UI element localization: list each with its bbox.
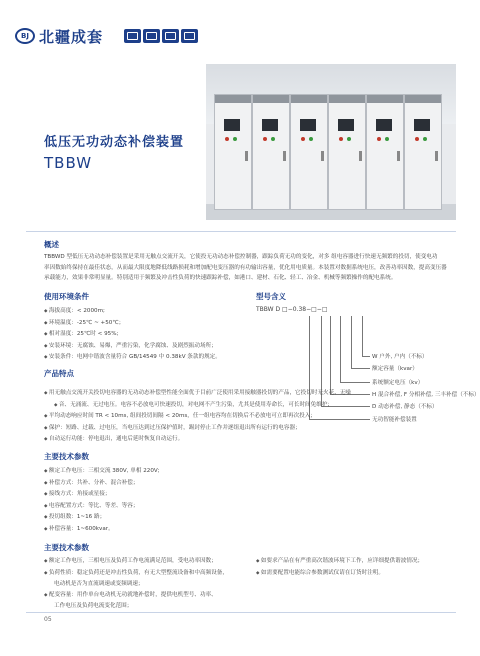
- page-number: 05: [44, 616, 52, 623]
- list-item: ◆ 负荷性质：稳定负荷还是冲击性负荷，有无大型整流设备和中高频设备，: [44, 568, 228, 580]
- list-item: ◆ 如需要配置电能综合参数测试仪请在订货时注明。: [256, 568, 423, 580]
- model-legend-item: W 户外, 户内（不标）: [372, 354, 428, 360]
- list-item: ◆ 用无触点交流开关投切电容器的无功动态补偿型性能全面优于目前广泛使用采用接触器投切的产品，它投切时无火花、无噪: [44, 388, 351, 400]
- main-params-heading-2: 主要技术参数: [44, 543, 89, 552]
- overview-text: [44, 252, 459, 284]
- quality-icon: [162, 29, 179, 43]
- list-item: ◆ 安装环境：无腐蚀、易爆，严重污染，化学腐蚀、及剧烈振动场所；: [44, 341, 221, 353]
- cert-icon: [124, 29, 141, 43]
- section-divider: [26, 231, 456, 232]
- main-params-list: [44, 466, 160, 535]
- list-item: ◆ 平均动态响应时间 TR < 10ms, 组间投切间隔 < 20ms，任一组电容均在切换后不必放电可立即再次投入；: [44, 411, 351, 423]
- main-params-left-list: [44, 556, 228, 612]
- list-item: ◆ 接线方式：角接或星接；: [44, 489, 160, 501]
- model-meaning-heading: 型号含义: [256, 292, 286, 301]
- model-code: TBBW D □−0.38−□−□: [256, 306, 328, 313]
- list-item-continued: [44, 400, 351, 412]
- model-legend-item: 系统额定电压（kv）: [372, 380, 424, 386]
- list-item-text: 音、无涌流、无过电压。电容不必放电可快速投切，对电网不产生污染，尤其是使用寿命长，可长时间免维护；: [58, 401, 334, 408]
- features-list: [44, 388, 351, 446]
- overview-heading: 概述: [44, 240, 59, 249]
- model-legend-item: 额定容量（kvar）: [372, 366, 418, 372]
- list-item: ◆ 自动运行功能：停电退出，通电后延时恢复自动运行。: [44, 434, 351, 446]
- list-item: ◆ 配变容量：用作单台电动机无功就地补偿时，提供电机型号、功率、: [44, 590, 228, 602]
- main-params-right-list: [256, 556, 423, 579]
- environment-heading: 使用环境条件: [44, 292, 89, 301]
- list-item: ◆ 环境温度：-25℃ ~ +50℃；: [44, 318, 221, 330]
- product-title: 低压无功动态补偿装置: [44, 135, 185, 150]
- overview-line: 率因数始终保持在最佳状态，从而最大限度地降低线路损耗和增加配电变压器的有功输出容量，优化用电质量。本装置对数据系统电压，改善功率因数，提高变压器: [44, 264, 447, 271]
- overview-line: 承载能力，效果非常明显量。特别适用于频繁及冲击性负荷的快速跟踪补偿，如港口、建材、石化、轻工、冶金、机械等频繁操作的配电系统。: [44, 275, 397, 281]
- list-item: ◆ 额定工作电压：三相交流 380V, 单相 220V;: [44, 466, 160, 478]
- model-legend-item: H 混合补偿, F 分相补偿, 三丰补偿（不标）: [372, 392, 480, 398]
- ce-icon: [143, 29, 160, 43]
- product-photo: [206, 64, 456, 220]
- overview-line: TBBWD 型低压无功动态补偿装置是采用无触点交流开关，它使投无功动态补偿控制器，跟踪负荷无功的变化，对多 组电容器进行快速无频繁的投切，使变电功: [44, 254, 438, 260]
- list-item: ◆ 相对湿度：25℃时 < 95%;: [44, 329, 221, 341]
- list-item: ◆ 保护：短路、过载、过电压，当电压达到过压保护值时，踢封停止工作并逐组退出所有运行的电容器；: [44, 423, 351, 435]
- list-item: ◆ 投切组数：1~16 路；: [44, 512, 160, 524]
- brand-name: 北疆成套: [39, 28, 104, 46]
- list-item: ◆ 如要求产品在有严重高次谐波环境下工作，应详细提供谐波情况；: [256, 556, 423, 568]
- model-legend-item: 无功智能补偿装置: [372, 417, 417, 423]
- list-item-continued: 工作电压及负荷电流变化范围；: [54, 603, 133, 609]
- list-item: ◆ 补偿方式：共补、分补、混合补偿；: [44, 478, 160, 490]
- environment-list: [44, 306, 221, 364]
- list-item: ◆ 额定工作电压，三相电压及负荷工作电流满足范围，受电功率因数；: [44, 556, 228, 568]
- main-params-heading: 主要技术参数: [44, 452, 89, 461]
- list-item: ◆ 补偿容量：1~600kvar。: [44, 524, 160, 536]
- list-item: ◆ 电容配置方式：等比、等差、等容；: [44, 501, 160, 513]
- list-item: ◆ 海拔高度：< 2000m;: [44, 306, 221, 318]
- model-legend-item: D 动态补偿, 静态（不标）: [372, 404, 438, 410]
- features-heading: 产品特点: [44, 369, 74, 378]
- list-item-continued: 电动机是否为直流调速或变频调速；: [54, 581, 144, 587]
- list-item: ◆ 安装条件：电网中谐波含量符合 GB/14549 中 0.38kV 条款的规定。: [44, 352, 221, 364]
- footer-divider: [26, 612, 456, 613]
- company-logo: BJ: [15, 28, 35, 44]
- iso-icon: [181, 29, 198, 43]
- product-model: TBBW: [44, 154, 93, 172]
